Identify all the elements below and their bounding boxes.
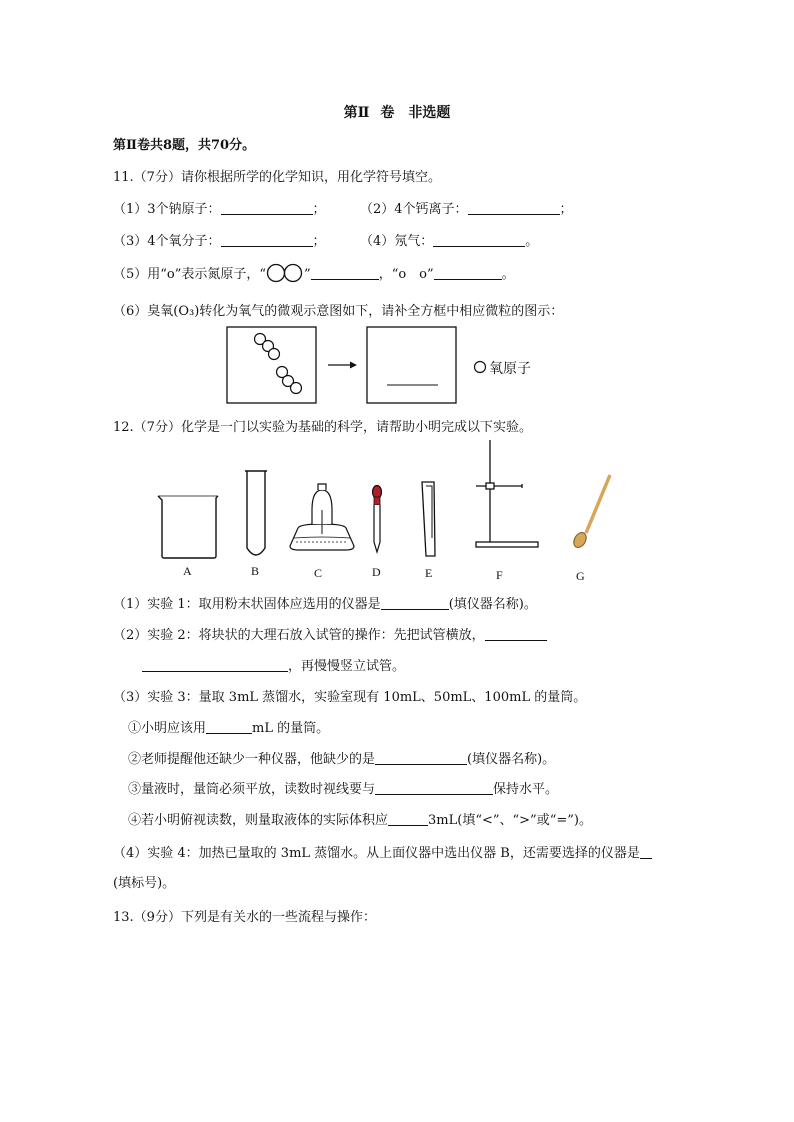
q12-stem: 12.（7分）化学是一门以实验为基础的科学，请帮助小明完成以下实验。: [113, 420, 532, 435]
q13-stem: 13.（9分）下列是有关水的一些流程与操作：: [113, 910, 376, 925]
nitrogen-molecule-icon: [266, 263, 304, 283]
q12-s3-4: ④若小明俯视读数，则量取液体的实际体积应 3mL(填“<”、“>”或“=”)。: [128, 813, 592, 828]
ozone-box: [227, 327, 316, 403]
label-f: F: [496, 568, 503, 582]
medicine-spoon-icon: [571, 475, 610, 550]
q12-s3: （3）实验 3：量取 3mL 蒸馏水，实验室现有 10mL、50mL、100mL 的量筒。: [113, 690, 587, 705]
label-e: E: [425, 566, 433, 580]
answer-blank[interactable]: [485, 626, 547, 641]
alcohol-lamp-icon: [290, 484, 354, 550]
test-tube-icon: [245, 471, 267, 555]
iron-stand-icon: [476, 440, 538, 547]
answer-blank[interactable]: [206, 719, 252, 734]
q12-s1: （1）实验 1：取用粉末状固体应选用的仪器是 (填仪器名称)。: [113, 597, 537, 612]
q11-part6: （6）臭氧(O₃)转化为氧气的微观示意图如下，请补全方框中相应微粒的图示：: [113, 304, 564, 319]
answer-blank[interactable]: [375, 750, 467, 765]
crucible-tongs-icon: [422, 482, 435, 556]
q11-part3: （3）4个氧分子： ；: [113, 234, 326, 249]
section-title: 第Ⅱ 卷 非选题: [343, 105, 451, 121]
answer-blank[interactable]: [311, 265, 379, 280]
answer-blank[interactable]: [433, 232, 525, 247]
oxygen-atom-icon: [475, 362, 486, 373]
label-g: G: [576, 569, 585, 583]
legend-label: 氧原子: [489, 361, 531, 377]
q12-s2: （2）实验 2：将块状的大理石放入试管的操作：先把试管横放，: [113, 624, 547, 643]
label-d: D: [372, 565, 381, 579]
q11-part2: （2）4个钙离子： ；: [360, 202, 573, 217]
q12-s3-1: ①小明应该用 mL 的量筒。: [128, 721, 330, 736]
answer-blank[interactable]: [388, 811, 428, 826]
answer-blank[interactable]: [221, 200, 313, 215]
dropper-icon: [373, 486, 382, 553]
q12-s4: （4）实验 4：加热已量取的 3mL 蒸馏水。从上面仪器中选出仪器 B，还需要选择的仪器是: [113, 842, 652, 861]
label-c: C: [314, 566, 323, 580]
q12-s3-3: ③量液时，量筒必须平放，读数时视线要与 保持水平。: [128, 782, 559, 797]
q12-s2-cont: ，再慢慢竖立试管。: [142, 655, 405, 674]
label-a: A: [183, 564, 192, 578]
label-b: B: [251, 564, 260, 578]
lab-instruments-figure: [150, 438, 630, 563]
answer-blank[interactable]: [375, 780, 493, 795]
answer-blank[interactable]: [381, 595, 449, 610]
q12-s4-cont: (填标号)。: [113, 876, 176, 891]
answer-blank[interactable]: [142, 657, 288, 672]
answer-blank[interactable]: [434, 265, 502, 280]
section-note: 第Ⅱ卷共8题，共70分。: [113, 138, 256, 153]
answer-blank[interactable]: [468, 200, 560, 215]
ozone-molecules: [255, 334, 302, 394]
q11-part5: （5）用“o”表示氮原子，“ ” ，“o o” 。: [113, 263, 515, 283]
answer-blank[interactable]: [221, 232, 313, 247]
answer-blank[interactable]: [640, 844, 652, 859]
q11-stem: 11.（7分）请你根据所学的化学知识，用化学符号填空。: [113, 170, 441, 185]
q12-s3-2: ②老师提醒他还缺少一种仪器，他缺少的是 (填仪器名称)。: [128, 752, 556, 767]
beaker-icon: [158, 496, 218, 558]
q11-part4: （4）氖气： 。: [360, 234, 539, 249]
arrow-head-icon: [350, 362, 357, 369]
q11-part1: （1）3个钠原子： ；: [113, 202, 326, 217]
answer-box[interactable]: [367, 327, 456, 403]
